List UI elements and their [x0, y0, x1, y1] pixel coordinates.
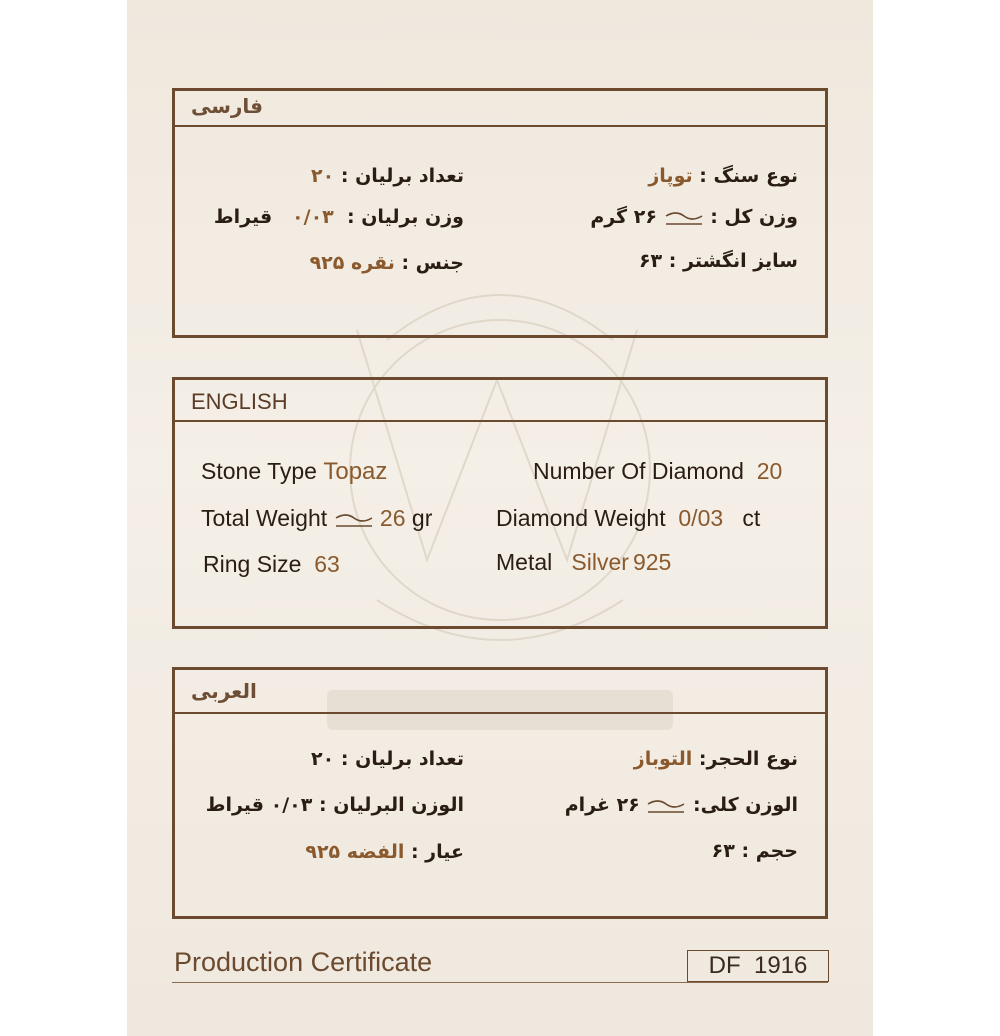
arabic-size-label: حجم :: [741, 840, 798, 862]
persian-ring-size: [639, 250, 798, 272]
persian-total-weight-value: ۲۶ گرم: [590, 206, 657, 228]
certificate-code-box: DF 1916: [687, 950, 829, 982]
english-stone-type-label: Stone Type: [201, 458, 317, 484]
english-total-weight-unit: gr: [411, 505, 433, 531]
arabic-metal-value: الفضه ۹۲۵: [305, 841, 405, 863]
arabic-section: [172, 667, 828, 919]
english-diamond-weight-value: 0/03: [678, 505, 724, 531]
arabic-diamond-count: [311, 748, 464, 770]
english-metal-value2: 925: [632, 549, 672, 575]
arabic-size-value: ۶۳: [711, 840, 735, 862]
english-metal: [496, 549, 671, 576]
arabic-metal-label: عیار :: [410, 841, 464, 863]
arabic-diamond-count-value: ۲۰: [311, 748, 335, 770]
english-ring-size-value: 63: [314, 551, 340, 577]
english-stone-type-value: Topaz: [323, 458, 388, 485]
production-certificate-title: Production Certificate: [174, 947, 433, 977]
arabic-diamond-weight-value: ۰/۰۳: [270, 794, 313, 816]
arabic-metal: [305, 841, 464, 863]
persian-ring-size-label: سایز انگشتر :: [668, 250, 798, 272]
arabic-diamond-weight-label: الوزن البرلیان :: [318, 794, 464, 816]
english-heading: ENGLISH: [191, 389, 288, 414]
persian-total-weight: [590, 206, 798, 228]
english-section: [172, 377, 828, 629]
approx-icon: [664, 210, 704, 226]
arabic-stone-type-label: نوع الحجر:: [698, 748, 798, 770]
persian-diamond-count-label: تعداد برلیان :: [340, 165, 464, 187]
persian-metal-label: جنس :: [401, 252, 464, 274]
arabic-diamond-weight-unit: قیراط: [205, 794, 264, 816]
english-total-weight-value: 26: [379, 505, 406, 531]
english-diamond-weight-label: Diamond Weight: [496, 505, 666, 531]
persian-diamond-weight-label: وزن برلیان :: [347, 206, 464, 228]
persian-diamond-weight: [214, 206, 464, 228]
english-ring-size-label: Ring Size: [203, 551, 302, 577]
approx-icon: [334, 512, 374, 528]
persian-stone-type: [648, 165, 798, 187]
persian-heading: فارسی: [191, 94, 264, 118]
english-diamond-count: [533, 458, 782, 485]
english-header: [175, 380, 825, 422]
english-total-weight-label: Total Weight: [201, 505, 328, 531]
english-total-weight: [201, 505, 432, 532]
english-diamond-count-value: 20: [756, 458, 783, 484]
english-metal-value: Silver: [571, 549, 629, 575]
persian-diamond-weight-value: ۰/۰۳: [292, 206, 334, 228]
arabic-stone-type: [634, 748, 798, 770]
english-stone-type: [201, 458, 387, 486]
persian-metal-value: نقره ۹۲۵: [309, 252, 395, 274]
approx-icon: [646, 798, 686, 814]
arabic-diamond-weight: [206, 794, 464, 816]
persian-stone-type-value: توپاز: [648, 165, 693, 187]
arabic-header: [175, 670, 825, 714]
persian-total-weight-label: وزن کل :: [710, 206, 798, 228]
arabic-stone-type-value: التوباز: [633, 748, 693, 770]
arabic-total-weight-label: الوزن کلی:: [693, 794, 798, 816]
english-ring-size: [203, 551, 340, 578]
english-diamond-count-label: Number Of Diamond: [533, 458, 744, 484]
persian-ring-size-value: ۶۳: [638, 250, 663, 272]
footer-divider: [172, 982, 828, 983]
english-diamond-weight-unit: ct: [742, 505, 761, 531]
english-diamond-weight: [496, 505, 760, 532]
arabic-total-weight-value: ۲۶ غرام: [564, 794, 640, 816]
persian-stone-type-label: نوع سنگ :: [699, 165, 798, 187]
persian-diamond-count-value: ۲۰: [311, 165, 335, 187]
persian-diamond-weight-unit: قیراط: [213, 206, 273, 228]
english-metal-label: Metal: [496, 549, 553, 575]
persian-header: [175, 91, 825, 127]
arabic-size: [712, 840, 798, 862]
persian-diamond-count: [311, 165, 464, 187]
arabic-heading: العربی: [191, 679, 257, 703]
arabic-diamond-count-label: تعداد برلیان :: [340, 748, 464, 770]
arabic-total-weight: [565, 794, 798, 816]
persian-metal: [310, 252, 464, 274]
